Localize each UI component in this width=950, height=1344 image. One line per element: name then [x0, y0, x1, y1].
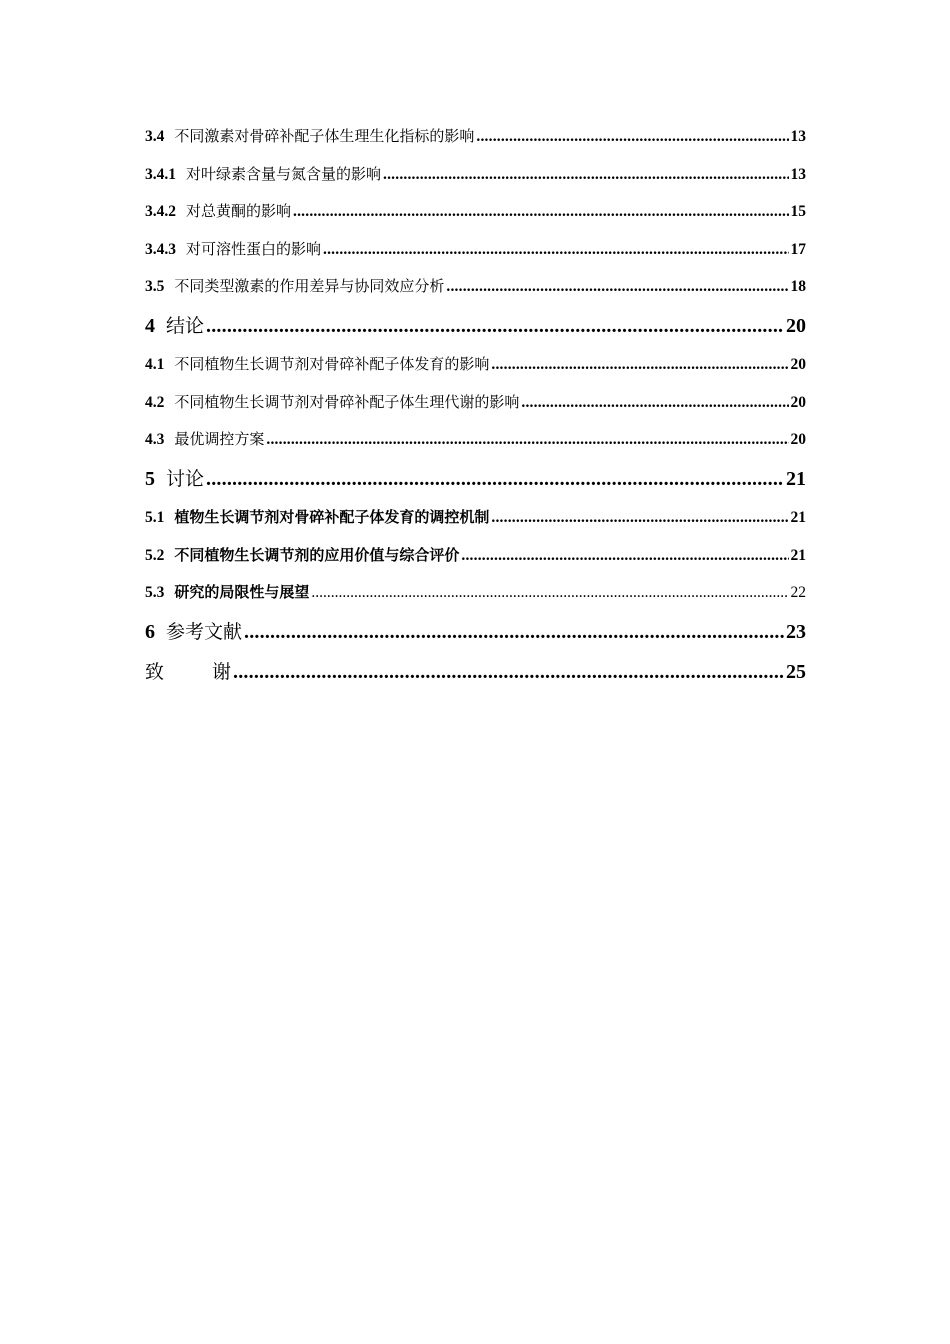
toc-page-number: 17: [790, 240, 806, 258]
toc-title: 讨论: [166, 467, 205, 490]
table-of-contents: [145, 118, 806, 693]
dot-leader: [461, 537, 788, 575]
toc-number: 4: [145, 314, 155, 337]
toc-title: 结论: [166, 314, 205, 337]
toc-entry-3-4[interactable]: [145, 118, 806, 156]
toc-page-number: 23: [786, 620, 806, 643]
toc-number: 6: [145, 620, 155, 643]
toc-entry-4-3[interactable]: [145, 421, 806, 459]
dot-leader: [233, 652, 784, 693]
toc-page-number: 21: [786, 467, 806, 490]
toc-number: 5: [145, 467, 155, 490]
toc-acknowledgements[interactable]: [145, 652, 806, 693]
toc-entry-4-1[interactable]: [145, 346, 806, 384]
toc-page-number: 18: [790, 278, 806, 295]
toc-chapter-6[interactable]: [145, 612, 806, 653]
toc-page-number: 20: [790, 356, 806, 373]
dot-leader: [206, 459, 784, 500]
toc-number: 3.4.3: [145, 240, 176, 258]
toc-title: 不同植物生长调节剂的应用价值与综合评价: [174, 545, 460, 564]
toc-title: 不同植物生长调节剂对骨碎补配子体发育的影响: [174, 355, 490, 373]
toc-number: 3.4: [145, 128, 165, 145]
toc-title: 对可溶性蛋白的影响: [186, 239, 322, 258]
toc-entry-4-2[interactable]: [145, 384, 806, 422]
dot-leader: [206, 306, 784, 347]
toc-number: 3.5: [145, 278, 165, 295]
toc-number: 4.1: [145, 356, 165, 373]
toc-page-number: 20: [790, 431, 806, 448]
toc-page-number: 21: [790, 546, 806, 564]
toc-entry-5-3[interactable]: [145, 574, 806, 612]
toc-number: 3.4.1: [145, 165, 176, 183]
dot-leader: [383, 156, 788, 194]
toc-title: 不同类型激素的作用差异与协同效应分析: [174, 277, 445, 295]
toc-number: 5.3: [145, 584, 165, 601]
toc-title: 参考文献: [166, 620, 243, 643]
dot-leader: [491, 346, 788, 384]
toc-page-number: 20: [786, 314, 806, 337]
toc-page-number: 13: [790, 165, 806, 183]
toc-page-number: 13: [790, 128, 806, 145]
toc-number: 4.3: [145, 431, 165, 448]
toc-title: 不同植物生长调节剂对骨碎补配子体生理代谢的影响: [174, 392, 520, 411]
toc-number: 5.1: [145, 509, 165, 526]
toc-entry-3-4-1[interactable]: [145, 156, 806, 194]
toc-title: 最优调控方案: [174, 430, 265, 448]
toc-page-number: 25: [786, 661, 806, 683]
toc-title: 对总黄酮的影响: [186, 202, 292, 220]
toc-page-number: 15: [790, 203, 806, 220]
toc-title: 致谢: [145, 661, 280, 683]
toc-chapter-5[interactable]: [145, 459, 806, 500]
dot-leader: [476, 118, 788, 156]
dot-leader: [446, 268, 788, 306]
dot-leader: [323, 231, 788, 269]
toc-entry-3-4-2[interactable]: [145, 193, 806, 231]
toc-title: 植物生长调节剂对骨碎补配子体发育的调控机制: [174, 508, 490, 526]
toc-entry-3-5[interactable]: [145, 268, 806, 306]
toc-page-number: 20: [790, 393, 806, 411]
toc-title: 对叶绿素含量与氮含量的影响: [186, 164, 382, 183]
toc-number: 4.2: [145, 393, 165, 411]
toc-number: 3.4.2: [145, 203, 176, 220]
toc-title: 不同激素对骨碎补配子体生理生化指标的影响: [174, 127, 475, 145]
toc-entry-5-1[interactable]: [145, 499, 806, 537]
dot-leader: [311, 574, 788, 612]
dot-leader: [521, 384, 788, 422]
toc-number: 5.2: [145, 546, 165, 564]
dot-leader: [266, 421, 788, 459]
toc-chapter-4[interactable]: [145, 306, 806, 347]
toc-page-number: 21: [790, 509, 806, 526]
toc-entry-5-2[interactable]: [145, 537, 806, 575]
toc-title: 研究的局限性与展望: [174, 583, 310, 601]
dot-leader: [491, 499, 788, 537]
toc-entry-3-4-3[interactable]: [145, 231, 806, 269]
toc-page-number: 22: [790, 584, 806, 601]
dot-leader: [293, 193, 788, 231]
dot-leader: [244, 612, 784, 653]
